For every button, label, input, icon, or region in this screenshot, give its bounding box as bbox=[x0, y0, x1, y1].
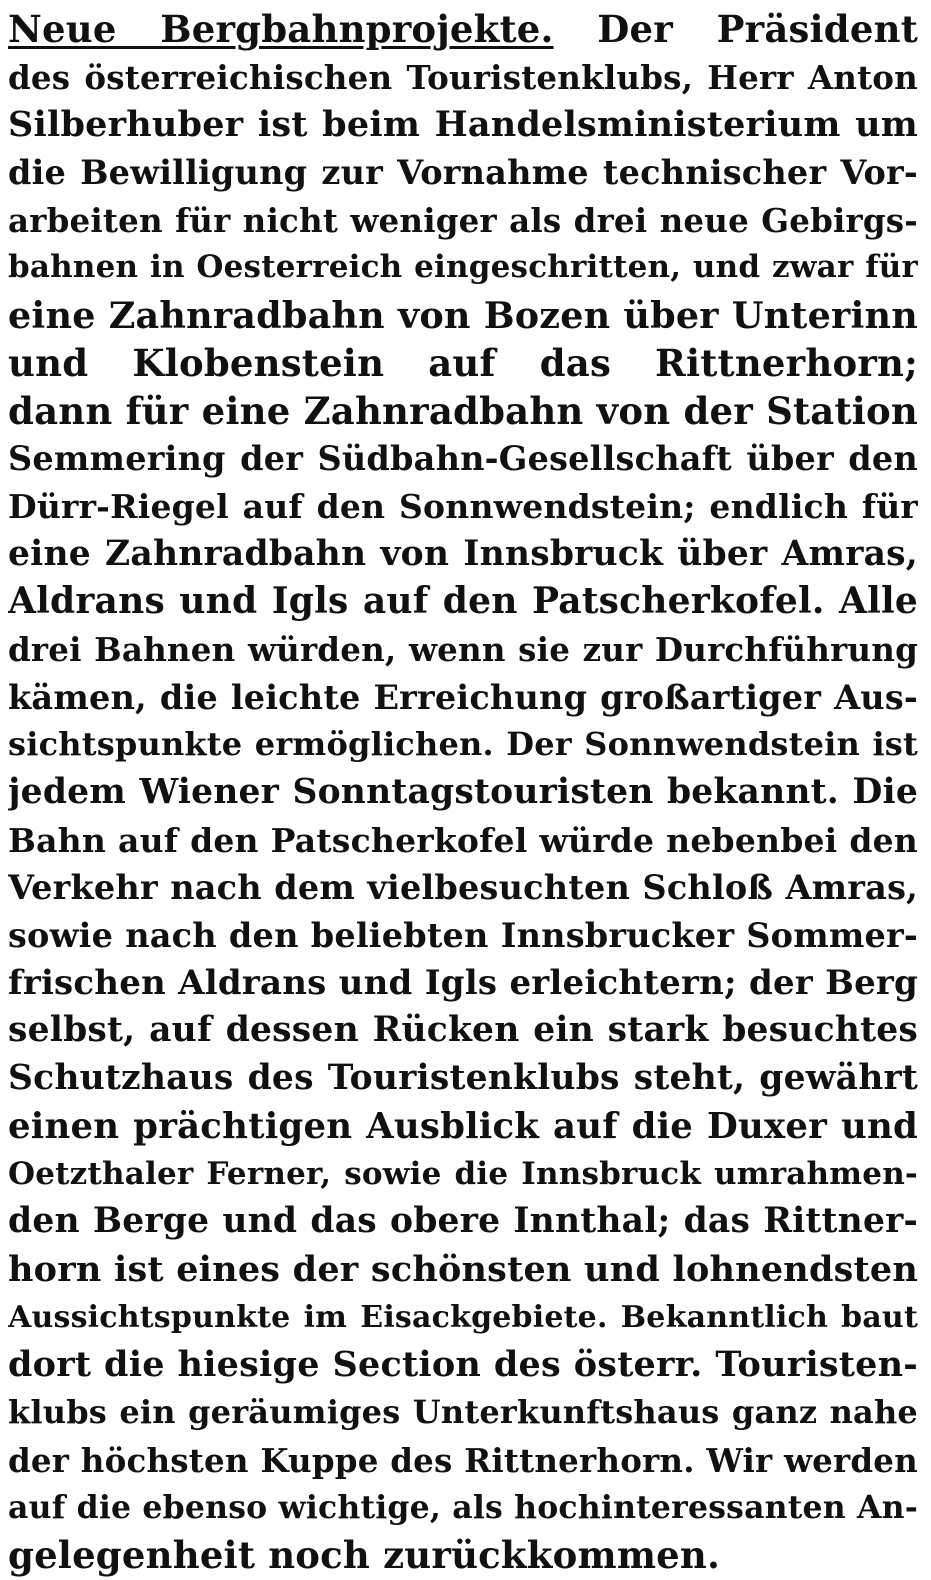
article-line-20: sowie nach den beliebten Innsbrucker Sommer- bbox=[8, 916, 918, 956]
article-line-31: der höchsten Kuppe des Rittnerhorn. Wir werden bbox=[8, 1440, 918, 1480]
article-line-17: jedem Wiener Sonntagstouristen bekannt. Die bbox=[8, 772, 918, 812]
article-line-13: Aldrans und Igls auf den Patscherkofel. Alle bbox=[8, 580, 918, 623]
article-line-27: horn ist eines der schönsten und lohnendsten bbox=[8, 1248, 918, 1290]
article-line-12: eine Zahnradbahn von Innsbruck über Amras, bbox=[8, 533, 918, 574]
article-line-1 bbox=[8, 6, 918, 54]
article-line-15: kämen, die leichte Erreichung großartiger Aus- bbox=[8, 677, 918, 717]
article-line-33: gelegenheit noch zurückkommen. bbox=[8, 1533, 721, 1577]
article-line-19: Verkehr nach dem vielbesuchten Schloß Amras, bbox=[8, 868, 918, 908]
article-line-6: bahnen in Oesterreich eingeschritten, und zwar für bbox=[8, 249, 918, 286]
article-line-26: den Berge und das obere Innthal; das Rittner- bbox=[8, 1201, 918, 1242]
article-line-28: Aussichtspunkte im Eisackgebiete. Bekanntlich baut bbox=[8, 1299, 918, 1335]
article-line-23: Schutzhaus des Touristenklubs steht, gewährt bbox=[8, 1058, 918, 1099]
article-line-2: des österreichischen Touristenklubs, Herr Anton bbox=[8, 57, 918, 97]
article-line-21: frischen Aldrans und Igls erleichtern; der Berg bbox=[8, 962, 918, 1003]
article-line-3: Silberhuber ist beim Handelsministerium um bbox=[8, 104, 918, 146]
article-line-10: Semmering der Südbahn-Gesellschaft über den bbox=[8, 439, 918, 479]
article-headline: Neue Bergbahnprojekte. bbox=[8, 7, 554, 51]
article-line-text: Der Präsident bbox=[597, 7, 918, 51]
article-line-18: Bahn auf den Patscherkofel würde nebenbei den bbox=[8, 820, 918, 860]
article-line-22: selbst, auf dessen Rücken ein stark besuchtes bbox=[8, 1010, 918, 1051]
article-line-9: dann für eine Zahnradbahn von der Station bbox=[8, 388, 918, 433]
article-line-7: eine Zahnradbahn von Bozen über Unterinn bbox=[8, 294, 918, 338]
article-line-11: Dürr-Riegel auf den Sonnwendstein; endlich für bbox=[8, 486, 918, 526]
article-line-5: arbeiten für nicht weniger als drei neue Gebirgs- bbox=[8, 200, 918, 240]
article-line-4: die Bewilligung zur Vornahme technischer Vor- bbox=[8, 153, 918, 193]
article-line-24: einen prächtigen Ausblick auf die Duxer und bbox=[8, 1105, 918, 1147]
article-line-30: klubs ein geräumiges Unterkunftshaus ganz nahe bbox=[8, 1392, 918, 1431]
article-line-16: sichtspunkte ermöglichen. Der Sonnwendstein ist bbox=[8, 725, 918, 764]
article-line-25: Oetzthaler Ferner, sowie die Innsbruck umrahmen- bbox=[8, 1155, 918, 1192]
article-line-32: auf die ebenso wichtige, als hochinteressanten An- bbox=[8, 1489, 918, 1527]
article-column bbox=[8, 6, 918, 1580]
article-line-8: und Klobenstein auf das Rittnerhorn; bbox=[8, 340, 918, 385]
article-line-29: dort die hiesige Section des österr. Touristen- bbox=[8, 1344, 918, 1386]
article-line-14: drei Bahnen würden, wenn sie zur Durchführung bbox=[8, 629, 918, 669]
